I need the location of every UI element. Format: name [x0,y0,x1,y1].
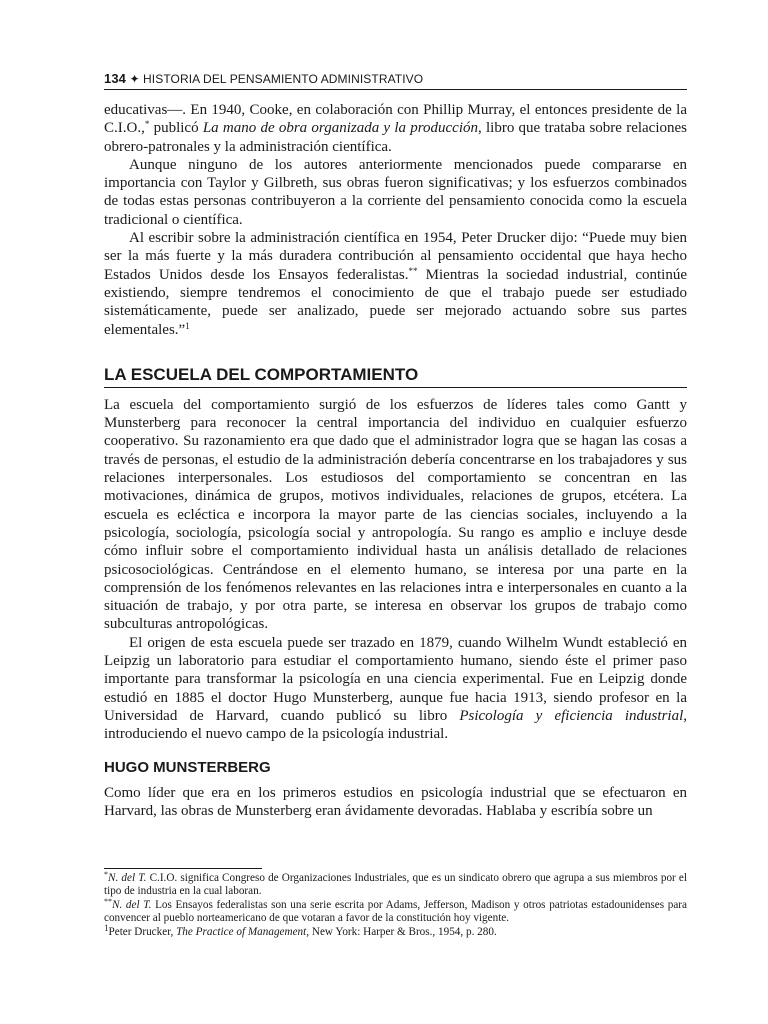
footnote-cio: *N. del T. C.I.O. significa Congreso de Organizaciones Industriales, que es un sindicato obrero que agrupa a sus miembros por el tipo de industria en la cual laboran. [104,870,687,898]
ornament-separator: ✦ [129,72,140,86]
paragraph-cooke: educativas—. En 1940, Cooke, en colaboración con Phillip Murray, el entonces presidente de la C.I.O.,* publicó La mano de obra organizada y la producción, libro que trataba sobre relaciones obrero-patronales y la administración científica. [104,102,687,155]
paragraph-behavioral-school: La escuela del comportamiento surgió de los esfuerzos de líderes tales como Gantt y Munsterberg para reconocer la central importancia del individuo en cualquier esfuerzo cooperativo. Su razonamiento era que dado que el administrador logra que se hagan las cosas a través de personas, el estudio de la administración debería concentrarse en los trabajadores y sus relaciones interpersonales. Los estudiosos del comportamiento se concentran en las motivaciones, dinámica de grupos, motivos individuales, relaciones de grupos, etcétera. La escuela es ecléctica e incorpora la mayor parte de las ciencias sociales, incluyendo a la psicología, sociología, psicología social y antropología. Su rango es amplio e incluye desde cómo influir sobre el comportamiento individual hasta un análisis detallado de relaciones psicosociológicas. Centrándose en el elemento humano, se interesa por una parte en la comprensión de los fenómenos relevantes en las relaciones intra e interpersonales en cuanto a la situación de trabajo, y por otra parte, se interesa en observar los grupos de trabajo como subculturas antropológicas. [104,396,687,633]
footnotes [104,868,687,939]
footnote-ref-1[interactable]: * [144,119,150,130]
footnote-federalist: **N. del T. Los Ensayos federalistas son una serie escrita por Adams, Jefferson, Madison y otros patriotas estadounidenses para convencer al pueblo norteamericano de que votaran a favor de la constitución hoy vigente. [104,896,687,925]
book-title-italic: Psicología y eficiencia industrial [459,707,684,724]
footnote-ref-3[interactable]: 1 [185,320,190,331]
running-header [104,71,687,90]
subsection-heading: HUGO MUNSTERBERG [104,758,271,776]
footnote-rule [104,868,262,869]
paragraph-munsterberg: Como líder que era en los primeros estudios en psicología industrial que se efectuaron en Harvard, las obras de Munsterberg eran ávidamente devoradas. Hablaba y escribía sobre un [104,784,687,819]
footnote-ref-2[interactable]: ** [408,265,418,276]
footnote-drucker: $^1$Peter Drucker, The Practice of Management, New York: Harper & Bros., 1954, p. 280. [104,922,497,938]
paragraph-origin: El origen de esta escuela puede ser trazado en 1879, cuando Wilhelm Wundt estableció en Leipzig un laboratorio para estudiar el comportamiento humano, siendo éste el primer paso importante para transformar la psicología en una ciencia experimental. Fue en Leipzig donde estudió en 1885 el doctor Hugo Munsterberg, aunque fue hacia 1913, siendo profesor en la Universidad de Harvard, cuando publicó su libro Psicología y eficiencia industrial, introduciendo el nuevo campo de la psicología industrial. [104,634,687,743]
page-number: 134 [104,71,126,86]
main-text [104,101,687,820]
paragraph-importance: Aunque ninguno de los autores anteriormente mencionados puede compararse en importancia con Taylor y Gilbreth, sus obras fueron significativas; y los esfuerzos combinados de todas estas personas contribuyeron a la corriente del pensamiento conocida como la escuela tradicional o científica. [104,156,687,228]
paragraph-drucker: Al escribir sobre la administración científica en 1954, Peter Drucker dijo: “Puede muy bien ser la más fuerte y la más duradera contribución al pensamiento occidental que haya hecho Estados Unidos desde los Ensayos federalistas.** Mientras la sociedad industrial, continúe existiendo, siempre tendremos el conocimiento de que el trabajo puede ser estudiado sistemáticamente, puede ser analizado, puede ser mejorado actuando sobre sus partes elementales.”$^1$ [104,230,688,338]
book-title: HISTORIA DEL PENSAMIENTO ADMINISTRATIVO [143,72,424,86]
book-title-italic: La mano de obra organizada y la producción [202,120,478,137]
section-heading: LA ESCUELA DEL COMPORTAMIENTO [104,365,687,388]
